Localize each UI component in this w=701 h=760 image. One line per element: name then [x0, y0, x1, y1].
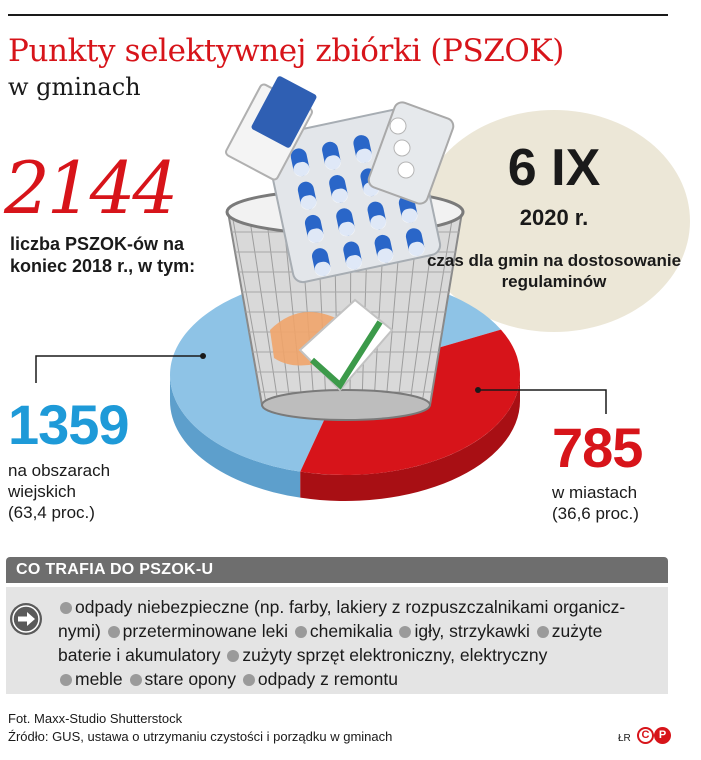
arrow-right-icon — [10, 603, 42, 635]
urban-description — [552, 482, 672, 524]
bullet-dot-icon — [537, 626, 549, 638]
urban-leader-dot — [475, 387, 481, 393]
rural-percent-label: (63,4 proc.) — [8, 503, 95, 522]
bullet-dot-icon — [227, 650, 239, 662]
deadline-description: czas dla gmin na dostosowanie regulaminów — [426, 251, 682, 291]
author-initials: ŁR — [618, 733, 631, 744]
urban-category-label: w miastach — [552, 483, 638, 502]
source-note: Źródło: GUS, ustawa o utrzymaniu czystości i porządku w gminach — [8, 729, 393, 744]
photo-credit: Fot. Maxx-Studio Shutterstock — [8, 711, 183, 726]
list-item: odpady niebezpieczne (np. farby, lakiery z rozpuszczalnikami organicz- — [75, 597, 626, 617]
copyright-logo: C — [637, 727, 654, 744]
list-item: nymi) — [58, 621, 101, 641]
page-subtitle: w gminach — [8, 73, 141, 101]
items-line — [58, 667, 662, 691]
bullet-dot-icon — [399, 626, 411, 638]
bullet-dot-icon — [108, 626, 120, 638]
list-item: baterie i akumulatory — [58, 645, 221, 665]
publisher-logo: P — [654, 727, 671, 744]
list-item: przeterminowane leki — [122, 621, 289, 641]
rural-value-label: 1359 — [8, 393, 129, 456]
items-line — [58, 619, 662, 643]
urban-value-label: 785 — [552, 416, 643, 479]
accepted-items-list — [58, 595, 662, 691]
section-body — [6, 587, 668, 694]
urban-percent-label: (36,6 proc.) — [552, 504, 639, 523]
bullet-dot-icon — [60, 674, 72, 686]
rural-description — [8, 460, 168, 523]
bullet-dot-icon — [243, 674, 255, 686]
bullet-dot-icon — [60, 602, 72, 614]
list-item: zużyty sprzęt elektroniczny, elektryczny — [242, 645, 548, 665]
items-line — [58, 595, 662, 619]
items-line — [58, 643, 662, 667]
section-header — [6, 557, 668, 583]
rural-leader-dot — [200, 353, 206, 359]
total-value: 2144 — [4, 146, 176, 230]
deadline-year: 2020 r. — [519, 205, 589, 230]
total-description: liczba PSZOK-ów na koniec 2018 r., w tym: — [10, 234, 196, 276]
rural-category-label: na obszarach wiejskich — [8, 461, 111, 501]
list-item: odpady z remontu — [257, 669, 398, 689]
bullet-dot-icon — [295, 626, 307, 638]
list-item: chemikalia — [309, 621, 393, 641]
deadline-date: 6 IX — [507, 139, 601, 197]
bullet-dot-icon — [130, 674, 142, 686]
section-title: CO TRAFIA DO PSZOK-U — [16, 561, 214, 578]
list-item: meble — [75, 669, 123, 689]
list-item: igły, strzykawki — [414, 621, 530, 641]
list-item: zużyte — [551, 621, 603, 641]
list-item: stare opony — [144, 669, 236, 689]
page-title: Punkty selektywnej zbiórki (PSZOK) — [8, 33, 564, 69]
